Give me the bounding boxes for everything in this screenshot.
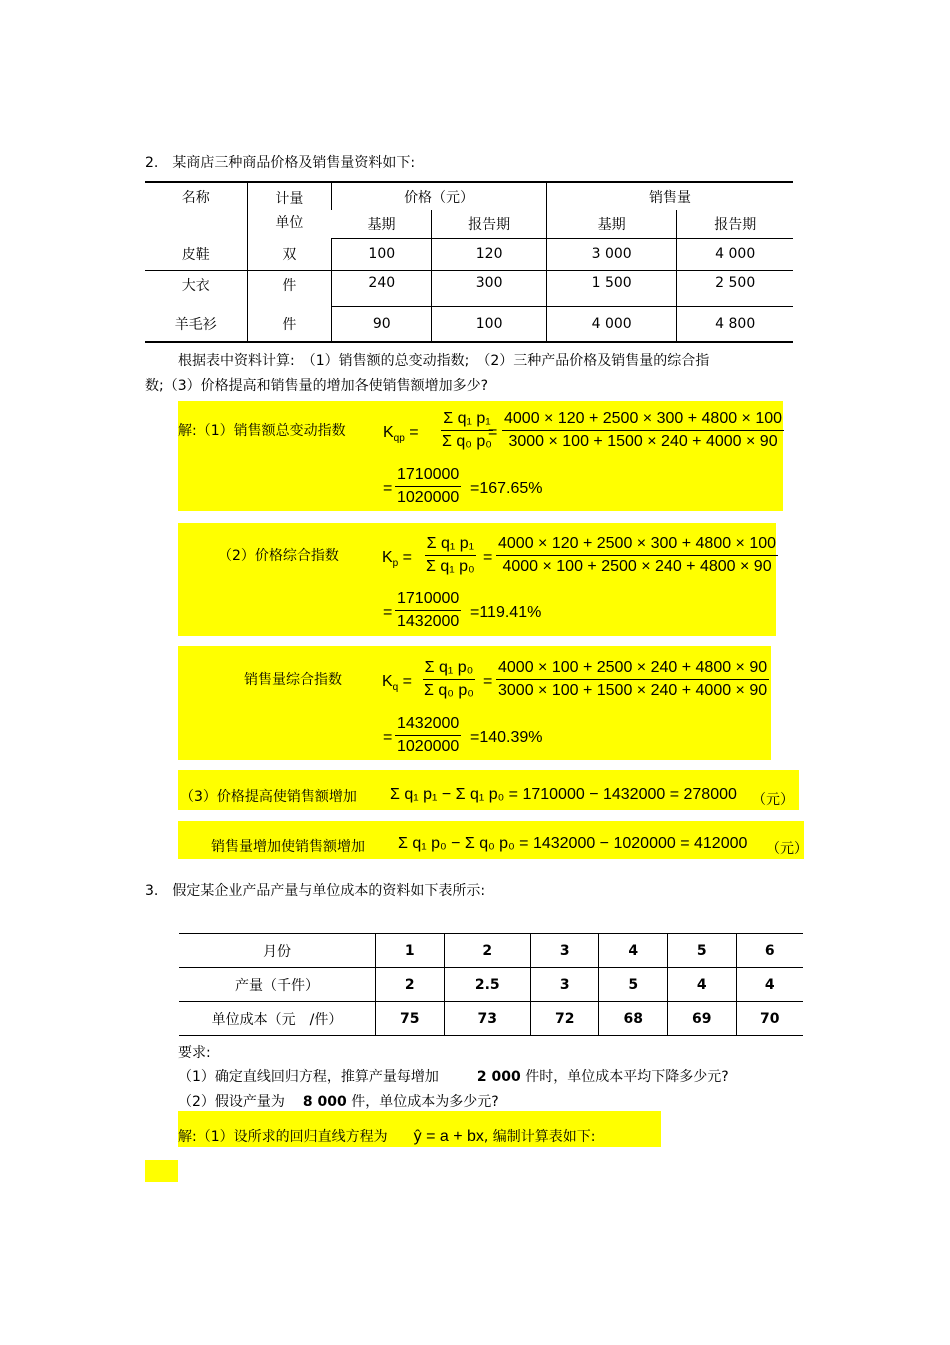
row-label-output: 产量（千件） [179, 968, 376, 1002]
solution-5-unit: （元） [766, 841, 808, 857]
solution-2-fraction: $\frac{\text{Σ q₁ p₁}}{\text{Σ q₁ p₀}}$ [426, 535, 475, 575]
solution-1-equals-2: = [383, 480, 393, 497]
table-row [145, 306, 793, 342]
solution-4-label: （3）价格提高使销售额增加 [180, 789, 357, 805]
solution-3-result-fraction: $\frac{1432000}{1020000}$ [397, 715, 460, 755]
question-3-heading: 3. 假定某企业产品产量与单位成本的资料如下表所示: [145, 883, 486, 899]
solution-1-label: 解:（1）销售额总变动指数 [178, 423, 346, 439]
table-row [179, 934, 803, 968]
cell-output: 4 [736, 968, 803, 1002]
cell-month: 4 [599, 934, 668, 968]
cell-output: 3 [530, 968, 599, 1002]
requirement-2: （2）假设产量为 8 000 件，单位成本为多少元? [178, 1094, 499, 1110]
header-sales-base: 基期 [546, 210, 676, 238]
cell-p1: 100 [432, 306, 547, 342]
requirements-title: 要求: [178, 1045, 211, 1061]
cell-name: 皮鞋 [145, 238, 247, 270]
cell-cost: 68 [599, 1002, 668, 1036]
solution-1-equals: = [488, 424, 498, 441]
cell-p0: 90 [332, 306, 432, 342]
solution-5-label: 销售量增加使销售额增加 [211, 839, 365, 855]
cell-output: 2 [376, 968, 445, 1002]
table-row [145, 238, 793, 270]
solution-2-result: =119.41% [470, 604, 542, 621]
solution-3-result: =140.39% [470, 729, 543, 746]
cell-p1: 120 [432, 238, 547, 270]
cell-unit: 双 [247, 238, 332, 270]
cell-unit: 件 [247, 306, 332, 342]
cell-cost: 69 [668, 1002, 737, 1036]
cell-p1: 300 [432, 270, 547, 306]
solution-3-symbol: $K_q$ = [382, 673, 413, 694]
cell-month: 6 [736, 934, 803, 968]
solution-2-expansion: $\frac{4000 \times 120 + 2500 \times 300 + 4800 \times 100}{4000 \times 100 + 2500 \times 240 + 4800 \times 90}$ [498, 535, 777, 575]
header-unit: 计量 单位 [247, 182, 332, 238]
table-row [179, 968, 803, 1002]
cell-q0: 4 000 [546, 306, 676, 342]
question-2-heading: 2. 某商店三种商品价格及销售量资料如下: [145, 155, 416, 171]
table-row [145, 270, 793, 306]
highlight-fragment [145, 1160, 178, 1182]
cell-output: 5 [599, 968, 668, 1002]
cell-output: 4 [668, 968, 737, 1002]
solution-1-fraction: $\frac{\text{Σ q₁ p₁}}{\text{Σ q₀ p₀}}$ [442, 410, 492, 450]
cell-month: 1 [376, 934, 445, 968]
solution-3-equals-2: = [383, 729, 393, 746]
price-sales-table [145, 181, 793, 343]
header-name: 名称 [145, 182, 247, 238]
header-sales-report: 报告期 [677, 210, 793, 238]
requirement-1: （1）确定直线回归方程，推算产量每增加 2 000 件时，单位成本平均下降多少元? [178, 1069, 729, 1085]
cell-month: 5 [668, 934, 737, 968]
solution-3-fraction: $\frac{\text{Σ q₁ p₀}}{\text{Σ q₀ p₀}}$ [424, 659, 474, 699]
question-2-text-line2: 数;（3）价格提高和销售量的增加各使销售额增加多少? [145, 378, 489, 394]
cell-name: 大衣 [181, 277, 210, 294]
solution-4-formula: Σ q₁ p₁ − Σ q₁ p₀ = 1710000 − 1432000 = 278000 [390, 786, 737, 803]
cell-cost: 75 [376, 1002, 445, 1036]
cell-q1: 2 500 [677, 270, 793, 306]
solution-2-equals: = [483, 549, 493, 566]
header-price-base: 基期 [332, 210, 432, 238]
cell-cost: 72 [530, 1002, 599, 1036]
cell-q0: 3 000 [546, 238, 676, 270]
solution-3-expansion: $\frac{4000 \times 100 + 2500 \times 240 + 4800 \times 90}{3000 \times 100 + 1500 \times 240 + 4000 \times 90}$ [498, 659, 768, 699]
solution-2-symbol: $K_p$ = [382, 549, 413, 570]
solution-5-formula: Σ q₁ p₀ − Σ q₀ p₀ = 1432000 − 1020000 = 412000 [398, 835, 748, 852]
solution-2-result-fraction: $\frac{1710000}{1432000}$ [397, 590, 460, 630]
header-sales: 销售量 [546, 182, 793, 210]
cell-cost: 73 [444, 1002, 530, 1036]
cell-p0: 240 [332, 270, 432, 306]
question-2-text-line1: 根据表中资料计算: （1）销售额的总变动指数; （2）三种产品价格及销售量的综合指 [178, 353, 710, 369]
solution-4-unit: （元） [752, 792, 794, 808]
cell-month: 2 [444, 934, 530, 968]
cell-q0: 1 500 [546, 270, 676, 306]
cell-unit: 件 [247, 270, 332, 306]
solution-q3-text: 解:（1）设所求的回归直线方程为 ŷ = a + bx, 编制计算表如下: [178, 1128, 596, 1145]
solution-1-expansion: $\frac{4000 \times 120 + 2500 \times 300 + 4800 \times 100}{3000 \times 100 + 1500 \times 240 + 4000 \times 90}$ [504, 410, 783, 450]
cell-p0: 100 [332, 238, 432, 270]
cell-month: 3 [530, 934, 599, 968]
output-cost-table [179, 933, 803, 1036]
solution-1-result-fraction: $\frac{1710000}{1020000}$ [397, 466, 460, 506]
row-label-month: 月份 [179, 934, 376, 968]
cell-q1: 4 800 [677, 306, 793, 342]
cell-cost: 70 [736, 1002, 803, 1036]
solution-2-label: （2）价格综合指数 [218, 548, 339, 564]
cell-q1: 4 000 [677, 238, 793, 270]
solution-3-label: 销售量综合指数 [244, 672, 342, 688]
header-price-report: 报告期 [432, 210, 547, 238]
cell-output: 2.5 [444, 968, 530, 1002]
solution-1-result: =167.65% [470, 480, 543, 497]
row-label-cost: 单位成本（元 /件） [179, 1002, 376, 1036]
solution-1-symbol: $K_{qp}$ = [383, 424, 419, 445]
header-price: 价格（元） [332, 182, 547, 210]
solution-3-equals: = [483, 673, 493, 690]
table-row [179, 1002, 803, 1036]
solution-2-equals-2: = [383, 604, 393, 621]
cell-name: 羊毛衫 [145, 306, 247, 342]
